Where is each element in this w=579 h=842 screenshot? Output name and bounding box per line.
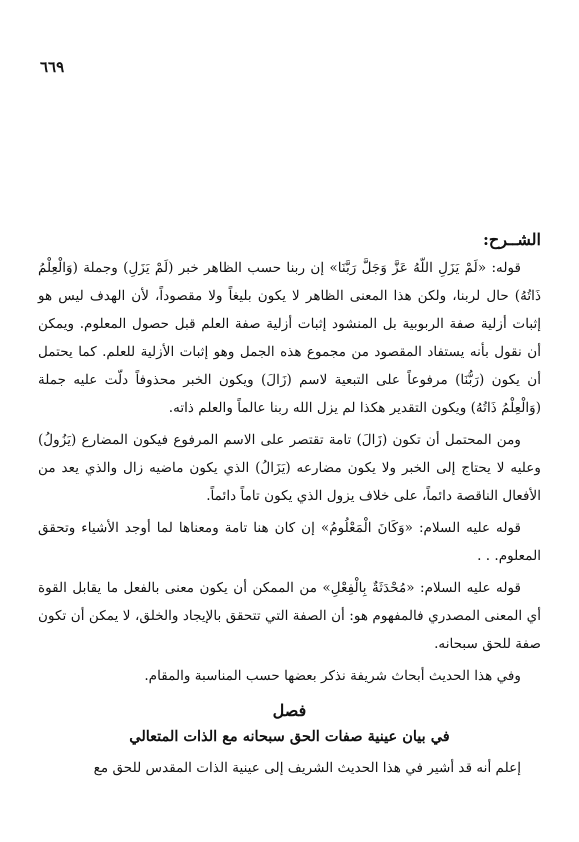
paragraph-1: قوله: «لَمْ يَزَلِ اللّهُ عَزَّ وَجَلَّ رَبَّنَا» إن ربنا حسب الظاهر خبر (لَمْ يَزَلِ) وجملة (وَالْعِلْمُ ذَاتُهُ) حال لربنا، ولكن هذا المعنى الظاهر لا يكون بليغاً ولا مقصوداً، لأن الهدف ليس هو إثبات أزلية صفة الربوبية بل المنشود إثبات أزلية صفة العلم قبل حصول المعلوم. ويمكن أن نقول بأنه يستفاد المقصود من مجموع هذه الجمل وهو إثبات الأزلية للعلم. كما يحتمل أن يكون (رَبُّنَا) مرفوعاً على التبعية لاسم (زَالَ) ويكون الخبر محذوفاً دلّت عليه جملة (وَالْعِلْمُ ذَاتُهُ) ويكون التقدير هكذا لم يزل الله ربنا عالماً والعلم ذاته. bbox=[38, 260, 541, 416]
page-content bbox=[38, 226, 541, 782]
paragraph-3: قوله عليه السلام: «وَكَانَ الْمَعْلُومُ» إن كان هنا تامة ومعناها لما أوجد الأشياء وتحقق المعلوم. . . bbox=[38, 520, 541, 564]
sharh-heading: الشــرح: bbox=[482, 230, 541, 249]
paragraph-2: ومن المحتمل أن تكون (زَالَ) تامة تقتصر على الاسم المرفوع فيكون المضارع (يَزُولُ) وعليه لا يحتاج إلى الخبر ولا يكون مضارعه (يَزَالُ) الذي يكون ماضيه زال والذي يعد من الأفعال الناقصة دائماً، على خلاف يزول الذي يكون تاماً دائماً. bbox=[38, 432, 541, 504]
section-title: فصل bbox=[272, 701, 307, 720]
paragraph-4: قوله عليه السلام: «مُحْدَثَةٌ بِالْفِعْلِ» من الممكن أن يكون معنى بالفعل ما يقابل القوة أي المعنى المصدري فالمفهوم هو: أن الصفة التي تتحقق بالإيجاد والخلق، لا يمكن أن تكون صفة للحق سبحانه. bbox=[38, 580, 541, 652]
section-subtitle: في بيان عينية صفات الحق سبحانه مع الذات المتعالي bbox=[129, 728, 450, 745]
section-paragraph: إعلم أنه قد أشير في هذا الحديث الشريف إلى عينية الذات المقدس للحق مع bbox=[93, 760, 521, 776]
page-number: ٦٦٩ bbox=[40, 58, 65, 76]
paragraph-5: وفي هذا الحديث أبحاث شريفة نذكر بعضها حسب المناسبة والمقام. bbox=[144, 668, 521, 684]
